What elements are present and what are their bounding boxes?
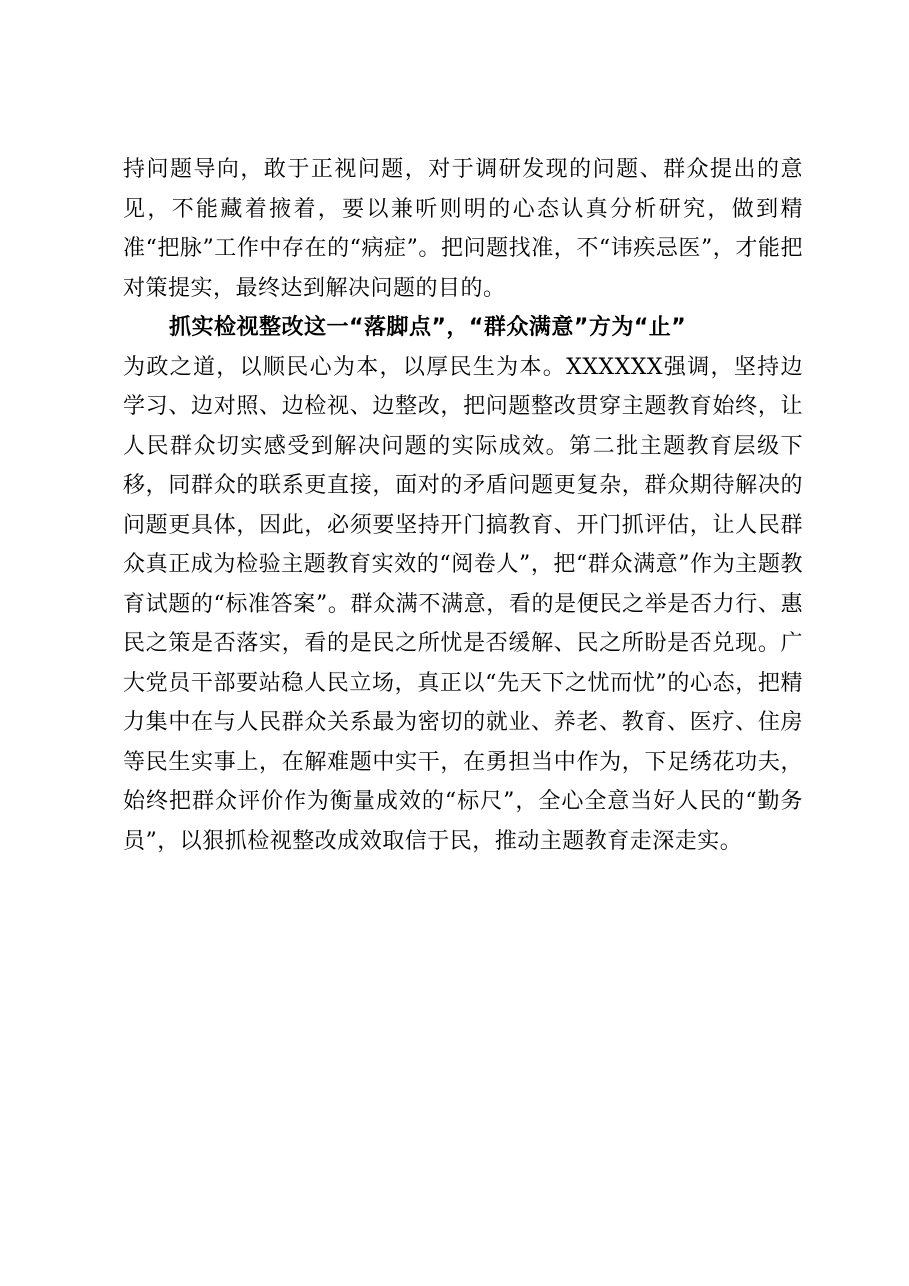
paragraph-body: 为政之道，以顺民心为本，以厚民生为本。XXXXXX强调，坚持边学习、边对照、边检视、边整改，把问题整改贯穿主题教育始终，让人民群众切实感受到解决问题的实际成效。第二批主题教育层级下移，同群众的联系更直接，面对的矛盾问题更复杂，群众期待解决的问题更具体，因此，必须要坚持开门搞教育、开门抓评估，让人民群众真正成为检验主题教育实效的“阅卷人”，把“群众满意”作为主题教育试题的“标准答案”。群众满不满意，看的是便民之举是否力行、惠民之策是否落实，看的是民之所忧是否缓解、民之所盼是否兑现。广大党员干部要站稳人民立场，真正以“先天下之忧而忧”的心态，把精力集中在与人民群众关系最为密切的就业、养老、教育、医疗、住房等民生实事上，在解难题中实干，在勇担当中作为，下足绣花功夫，始终把群众评价作为衡量成效的“标尺”，全心全意当好人民的“勤务员”，以狠抓检视整改成效取信于民，推动主题教育走深走实。 xyxy=(123,354,803,854)
paragraph-continuation: 持问题导向，敢于正视问题，对于调研发现的问题、群众提出的意见，不能藏着掖着，要以兼听则明的心态认真分析研究，做到精准“把脉”工作中存在的“病症”。把问题找准，不“讳疾忌医”，才能把对策提实，最终达到解决问题的目的。 xyxy=(123,157,803,301)
section-heading: 抓实检视整改这一“落脚点”，“群众满意”方为“止” xyxy=(169,315,687,340)
document-page xyxy=(123,150,803,861)
